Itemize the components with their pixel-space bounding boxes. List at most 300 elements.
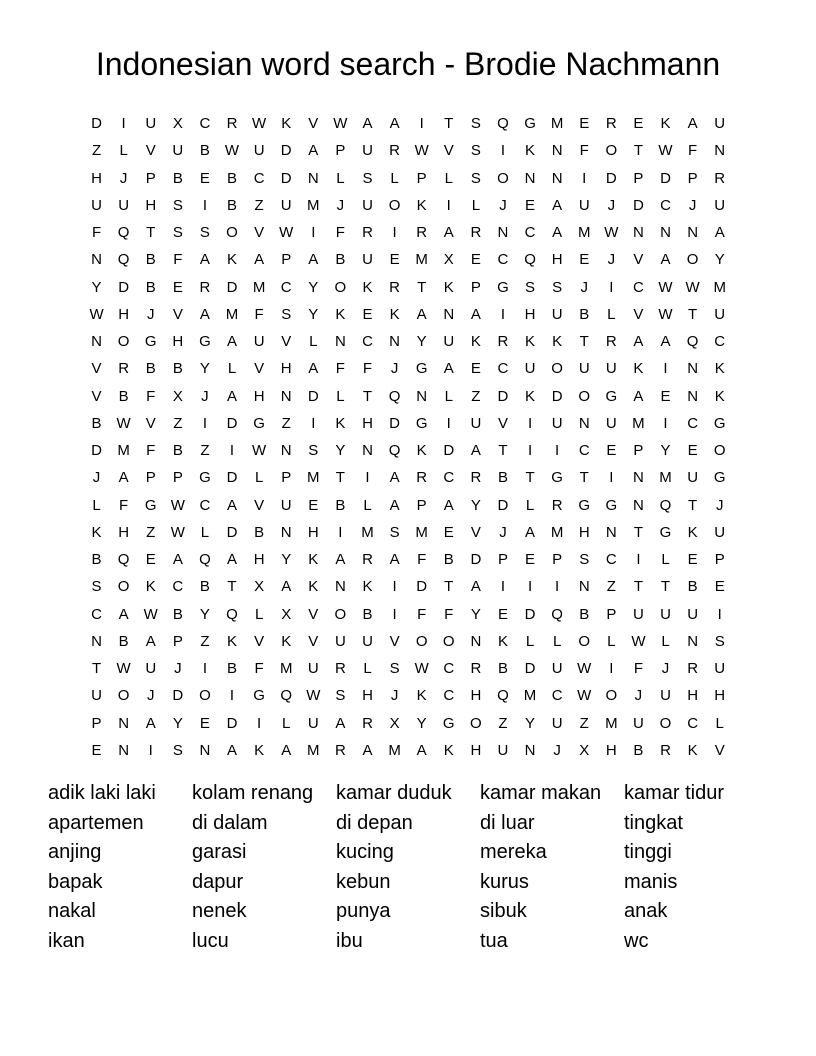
grid-letter[interactable]: B <box>227 169 238 187</box>
grid-letter[interactable]: K <box>281 115 292 133</box>
grid-letter[interactable]: K <box>687 741 698 759</box>
grid-letter[interactable]: K <box>552 333 563 351</box>
grid-letter[interactable]: J <box>390 687 399 705</box>
grid-letter[interactable]: S <box>281 305 292 323</box>
grid-letter[interactable]: A <box>281 741 292 759</box>
grid-letter[interactable]: N <box>91 251 102 269</box>
grid-letter[interactable]: N <box>633 469 644 487</box>
grid-letter[interactable]: Y <box>308 278 319 296</box>
grid-letter[interactable]: F <box>362 360 373 378</box>
grid-letter[interactable]: U <box>91 196 102 214</box>
grid-letter[interactable]: S <box>335 687 346 705</box>
grid-letter[interactable]: M <box>279 660 293 678</box>
grid-letter[interactable]: C <box>91 605 102 623</box>
grid-letter[interactable]: M <box>605 714 618 732</box>
grid-letter[interactable]: N <box>687 360 699 378</box>
grid-letter[interactable]: V <box>254 496 265 514</box>
grid-letter[interactable]: A <box>227 551 238 569</box>
grid-letter[interactable]: X <box>172 387 183 405</box>
grid-letter[interactable]: E <box>606 442 617 460</box>
grid-letter[interactable]: S <box>308 442 319 460</box>
grid-letter[interactable]: I <box>500 142 506 160</box>
grid-letter[interactable]: H <box>145 196 157 214</box>
grid-letter[interactable]: Y <box>416 333 427 351</box>
grid-letter[interactable]: A <box>443 224 454 242</box>
grid-letter[interactable]: D <box>389 414 400 432</box>
grid-letter[interactable]: C <box>687 714 699 732</box>
grid-letter[interactable]: G <box>144 333 157 351</box>
grid-letter[interactable]: T <box>688 496 698 514</box>
grid-letter[interactable]: N <box>687 632 699 650</box>
grid-letter[interactable]: N <box>497 224 509 242</box>
grid-letter[interactable]: C <box>172 578 184 596</box>
grid-letter[interactable]: F <box>254 305 264 323</box>
grid-letter[interactable]: I <box>392 578 397 596</box>
grid-letter[interactable]: C <box>280 278 292 296</box>
grid-letter[interactable]: K <box>227 251 238 269</box>
grid-letter[interactable]: M <box>713 278 726 296</box>
grid-letter[interactable]: N <box>551 169 563 187</box>
grid-letter[interactable]: T <box>633 523 643 541</box>
grid-letter[interactable]: C <box>362 333 373 351</box>
grid-letter[interactable]: I <box>202 414 207 432</box>
grid-letter[interactable]: O <box>713 442 726 460</box>
grid-letter[interactable]: A <box>443 360 454 378</box>
grid-letter[interactable]: S <box>172 224 183 242</box>
grid-letter[interactable]: R <box>226 115 238 133</box>
grid-letter[interactable]: U <box>551 305 563 323</box>
grid-letter[interactable]: P <box>172 469 183 487</box>
grid-letter[interactable]: A <box>525 523 536 541</box>
grid-letter[interactable]: E <box>525 551 536 569</box>
grid-letter[interactable]: O <box>226 224 238 242</box>
grid-letter[interactable]: U <box>578 360 590 378</box>
grid-letter[interactable]: P <box>552 551 563 569</box>
grid-letter[interactable]: A <box>227 741 238 759</box>
grid-letter[interactable]: U <box>118 196 130 214</box>
grid-letter[interactable]: B <box>335 496 346 514</box>
grid-letter[interactable]: I <box>527 442 533 460</box>
grid-letter[interactable]: V <box>145 414 156 432</box>
grid-letter[interactable]: C <box>443 469 455 487</box>
grid-letter[interactable]: A <box>470 305 481 323</box>
grid-letter[interactable]: G <box>524 115 536 133</box>
grid-letter[interactable]: C <box>524 224 536 242</box>
grid-letter[interactable]: L <box>525 496 535 514</box>
grid-letter[interactable]: X <box>579 741 590 759</box>
grid-letter[interactable]: T <box>335 469 345 487</box>
grid-letter[interactable]: B <box>497 660 508 678</box>
grid-letter[interactable]: A <box>227 387 238 405</box>
grid-letter[interactable]: P <box>633 169 644 187</box>
grid-letter[interactable]: A <box>362 741 373 759</box>
grid-letter[interactable]: O <box>415 632 428 650</box>
grid-letter[interactable]: I <box>555 578 560 596</box>
grid-letter[interactable]: Z <box>579 714 589 732</box>
grid-letter[interactable]: S <box>470 115 481 133</box>
grid-letter[interactable]: E <box>362 305 373 323</box>
grid-letter[interactable]: R <box>416 224 428 242</box>
grid-letter[interactable]: P <box>416 169 427 187</box>
grid-letter[interactable]: Q <box>551 605 563 623</box>
grid-letter[interactable]: D <box>524 660 536 678</box>
grid-letter[interactable]: L <box>200 523 210 541</box>
grid-letter[interactable]: H <box>362 414 373 432</box>
grid-letter[interactable]: L <box>661 632 670 650</box>
grid-letter[interactable]: U <box>605 360 617 378</box>
grid-letter[interactable]: G <box>442 714 455 732</box>
grid-letter[interactable]: G <box>415 360 428 378</box>
grid-letter[interactable]: D <box>416 578 428 596</box>
grid-letter[interactable]: J <box>634 687 643 705</box>
grid-letter[interactable]: S <box>525 278 536 296</box>
grid-letter[interactable]: Z <box>606 578 616 596</box>
grid-letter[interactable]: D <box>226 469 238 487</box>
grid-letter[interactable]: T <box>444 115 454 133</box>
grid-letter[interactable]: F <box>688 142 698 160</box>
grid-letter[interactable]: U <box>687 605 699 623</box>
grid-letter[interactable]: Z <box>254 196 264 214</box>
grid-letter[interactable]: W <box>333 115 348 133</box>
grid-letter[interactable]: V <box>254 632 265 650</box>
grid-letter[interactable]: L <box>390 169 399 187</box>
grid-letter[interactable]: Z <box>281 414 291 432</box>
grid-letter[interactable]: M <box>550 523 564 541</box>
grid-letter[interactable]: M <box>415 251 428 269</box>
grid-letter[interactable]: S <box>199 224 210 242</box>
grid-letter[interactable]: J <box>336 196 345 214</box>
grid-letter[interactable]: W <box>577 660 592 678</box>
grid-letter[interactable]: C <box>687 414 699 432</box>
grid-letter[interactable]: I <box>717 605 722 623</box>
grid-letter[interactable]: G <box>415 414 428 432</box>
grid-letter[interactable]: K <box>362 578 373 596</box>
grid-letter[interactable]: B <box>118 387 129 405</box>
grid-letter[interactable]: U <box>307 714 319 732</box>
grid-letter[interactable]: V <box>172 305 183 323</box>
grid-letter[interactable]: D <box>660 169 671 187</box>
grid-letter[interactable]: O <box>334 278 347 296</box>
grid-letter[interactable]: Y <box>470 605 481 623</box>
grid-letter[interactable]: I <box>446 414 451 432</box>
grid-letter[interactable]: C <box>253 169 265 187</box>
grid-letter[interactable]: W <box>252 442 267 460</box>
grid-letter[interactable]: H <box>578 523 590 541</box>
grid-letter[interactable]: G <box>659 523 672 541</box>
grid-letter[interactable]: N <box>470 632 482 650</box>
grid-letter[interactable]: N <box>334 333 346 351</box>
grid-letter[interactable]: U <box>172 142 184 160</box>
grid-letter[interactable]: L <box>254 605 264 623</box>
grid-letter[interactable]: N <box>687 224 699 242</box>
grid-letter[interactable]: S <box>389 660 400 678</box>
grid-letter[interactable]: M <box>361 523 374 541</box>
grid-letter[interactable]: N <box>578 578 590 596</box>
grid-letter[interactable]: C <box>199 496 211 514</box>
grid-letter[interactable]: A <box>281 578 292 596</box>
grid-letter[interactable]: C <box>551 687 563 705</box>
grid-letter[interactable]: J <box>661 660 670 678</box>
grid-letter[interactable]: L <box>119 142 128 160</box>
grid-letter[interactable]: M <box>252 278 266 296</box>
grid-letter[interactable]: W <box>306 687 321 705</box>
grid-letter[interactable]: O <box>117 578 130 596</box>
grid-letter[interactable]: A <box>660 333 671 351</box>
grid-letter[interactable]: A <box>470 442 481 460</box>
grid-letter[interactable]: E <box>443 523 454 541</box>
grid-letter[interactable]: I <box>636 551 641 569</box>
grid-letter[interactable]: L <box>309 333 318 351</box>
grid-letter[interactable]: B <box>227 660 238 678</box>
grid-letter[interactable]: A <box>633 387 644 405</box>
grid-letter[interactable]: R <box>362 714 373 732</box>
grid-letter[interactable]: R <box>687 660 699 678</box>
grid-letter[interactable]: A <box>552 196 563 214</box>
grid-letter[interactable]: K <box>714 387 725 405</box>
grid-letter[interactable]: U <box>660 687 671 705</box>
grid-letter[interactable]: A <box>145 632 156 650</box>
grid-letter[interactable]: C <box>443 687 455 705</box>
grid-letter[interactable]: U <box>362 632 373 650</box>
grid-letter[interactable]: C <box>605 551 617 569</box>
grid-letter[interactable]: U <box>362 142 373 160</box>
grid-letter[interactable]: N <box>416 387 428 405</box>
grid-letter[interactable]: P <box>714 551 725 569</box>
grid-letter[interactable]: O <box>497 169 509 187</box>
grid-letter[interactable]: L <box>336 387 345 405</box>
grid-letter[interactable]: T <box>444 578 454 596</box>
grid-letter[interactable]: K <box>335 414 346 432</box>
grid-letter[interactable]: V <box>145 142 156 160</box>
grid-letter[interactable]: M <box>577 224 591 242</box>
grid-letter[interactable]: F <box>119 496 129 514</box>
grid-letter[interactable]: K <box>633 360 644 378</box>
grid-letter[interactable]: R <box>389 142 400 160</box>
grid-letter[interactable]: N <box>687 387 699 405</box>
grid-letter[interactable]: W <box>252 115 267 133</box>
grid-letter[interactable]: F <box>335 360 345 378</box>
grid-letter[interactable]: N <box>362 442 373 460</box>
grid-letter[interactable]: I <box>527 414 533 432</box>
grid-letter[interactable]: A <box>389 115 400 133</box>
grid-letter[interactable]: Q <box>199 551 211 569</box>
grid-letter[interactable]: U <box>362 196 373 214</box>
grid-letter[interactable]: D <box>226 278 238 296</box>
grid-letter[interactable]: A <box>254 251 265 269</box>
grid-letter[interactable]: T <box>660 578 671 596</box>
grid-letter[interactable]: I <box>419 115 424 133</box>
grid-letter[interactable]: K <box>416 442 427 460</box>
grid-letter[interactable]: I <box>609 278 614 296</box>
grid-letter[interactable]: J <box>688 196 697 214</box>
grid-letter[interactable]: H <box>118 523 130 541</box>
grid-letter[interactable]: I <box>202 196 207 214</box>
grid-letter[interactable]: L <box>282 714 291 732</box>
grid-letter[interactable]: Y <box>91 278 102 296</box>
grid-letter[interactable]: N <box>389 333 400 351</box>
grid-letter[interactable]: X <box>389 714 400 732</box>
grid-letter[interactable]: G <box>713 469 726 487</box>
grid-letter[interactable]: K <box>308 578 319 596</box>
grid-letter[interactable]: B <box>443 551 454 569</box>
grid-letter[interactable]: D <box>280 169 292 187</box>
grid-letter[interactable]: P <box>470 278 481 296</box>
grid-letter[interactable]: J <box>580 278 588 296</box>
grid-letter[interactable]: A <box>552 224 563 242</box>
grid-letter[interactable]: M <box>307 469 320 487</box>
grid-letter[interactable]: O <box>117 687 130 705</box>
grid-letter[interactable]: R <box>334 660 346 678</box>
grid-letter[interactable]: B <box>145 278 156 296</box>
grid-letter[interactable]: L <box>363 496 372 514</box>
grid-letter[interactable]: R <box>470 224 482 242</box>
grid-letter[interactable]: E <box>470 360 481 378</box>
grid-letter[interactable]: P <box>633 442 644 460</box>
grid-letter[interactable]: M <box>117 442 130 460</box>
grid-letter[interactable]: A <box>443 496 454 514</box>
grid-letter[interactable]: P <box>606 605 617 623</box>
grid-letter[interactable]: I <box>202 660 207 678</box>
grid-letter[interactable]: T <box>227 578 237 596</box>
grid-letter[interactable]: S <box>552 278 563 296</box>
grid-letter[interactable]: I <box>311 224 316 242</box>
grid-letter[interactable]: Q <box>117 224 130 242</box>
grid-letter[interactable]: S <box>91 578 102 596</box>
grid-letter[interactable]: K <box>281 632 292 650</box>
grid-letter[interactable]: W <box>658 142 673 160</box>
grid-letter[interactable]: U <box>253 142 265 160</box>
grid-letter[interactable]: R <box>416 469 428 487</box>
grid-letter[interactable]: I <box>663 414 668 432</box>
grid-letter[interactable]: B <box>199 578 210 596</box>
grid-letter[interactable]: R <box>470 469 482 487</box>
grid-letter[interactable]: W <box>414 660 429 678</box>
grid-letter[interactable]: J <box>146 305 155 323</box>
grid-letter[interactable]: N <box>443 305 455 323</box>
grid-letter[interactable]: U <box>253 333 265 351</box>
grid-letter[interactable]: R <box>362 551 373 569</box>
grid-letter[interactable]: N <box>280 523 292 541</box>
grid-letter[interactable]: K <box>254 741 265 759</box>
grid-letter[interactable]: N <box>633 496 644 514</box>
grid-letter[interactable]: P <box>172 632 183 650</box>
grid-letter[interactable]: I <box>392 605 397 623</box>
grid-letter[interactable]: I <box>392 224 397 242</box>
grid-letter[interactable]: R <box>362 224 373 242</box>
grid-letter[interactable]: J <box>499 196 507 214</box>
grid-letter[interactable]: B <box>362 605 373 623</box>
grid-letter[interactable]: W <box>604 224 619 242</box>
grid-letter[interactable]: X <box>443 251 454 269</box>
grid-letter[interactable]: Q <box>117 251 130 269</box>
grid-letter[interactable]: E <box>199 169 210 187</box>
grid-letter[interactable]: S <box>172 741 183 759</box>
grid-letter[interactable]: I <box>311 414 316 432</box>
grid-letter[interactable]: O <box>659 714 672 732</box>
grid-letter[interactable]: M <box>523 687 537 705</box>
grid-letter[interactable]: S <box>172 196 183 214</box>
grid-letter[interactable]: K <box>362 278 373 296</box>
grid-letter[interactable]: W <box>224 142 240 160</box>
grid-letter[interactable]: L <box>336 169 345 187</box>
grid-letter[interactable]: R <box>497 333 509 351</box>
grid-letter[interactable]: W <box>685 278 700 296</box>
grid-letter[interactable]: E <box>389 251 400 269</box>
grid-letter[interactable]: B <box>497 469 508 487</box>
grid-letter[interactable]: N <box>660 224 671 242</box>
grid-letter[interactable]: I <box>229 687 235 705</box>
grid-letter[interactable]: Q <box>497 687 509 705</box>
grid-letter[interactable]: V <box>91 387 102 405</box>
grid-letter[interactable]: U <box>307 660 319 678</box>
grid-letter[interactable]: G <box>605 387 618 405</box>
grid-letter[interactable]: I <box>500 305 506 323</box>
grid-letter[interactable]: I <box>365 469 370 487</box>
grid-letter[interactable]: H <box>687 687 699 705</box>
grid-letter[interactable]: D <box>605 169 617 187</box>
grid-letter[interactable]: T <box>417 278 427 296</box>
grid-letter[interactable]: B <box>145 251 156 269</box>
grid-letter[interactable]: Y <box>714 251 725 269</box>
grid-letter[interactable]: V <box>308 605 319 623</box>
grid-letter[interactable]: P <box>145 169 156 187</box>
grid-letter[interactable]: T <box>579 469 589 487</box>
grid-letter[interactable]: Q <box>117 551 130 569</box>
grid-letter[interactable]: X <box>281 605 292 623</box>
grid-letter[interactable]: S <box>470 142 481 160</box>
grid-letter[interactable]: Z <box>200 632 210 650</box>
grid-letter[interactable]: E <box>633 115 644 133</box>
grid-letter[interactable]: W <box>116 414 131 432</box>
grid-letter[interactable]: H <box>714 687 726 705</box>
grid-letter[interactable]: I <box>555 442 560 460</box>
grid-letter[interactable]: Y <box>308 305 319 323</box>
grid-letter[interactable]: I <box>609 469 614 487</box>
grid-letter[interactable]: F <box>444 605 454 623</box>
grid-letter[interactable]: W <box>170 496 185 514</box>
grid-letter[interactable]: A <box>416 305 427 323</box>
grid-letter[interactable]: U <box>633 714 644 732</box>
grid-letter[interactable]: U <box>362 251 373 269</box>
grid-letter[interactable]: L <box>552 632 562 650</box>
grid-letter[interactable]: T <box>91 660 102 678</box>
grid-letter[interactable]: B <box>172 169 183 187</box>
grid-letter[interactable]: W <box>631 632 646 650</box>
grid-letter[interactable]: J <box>607 196 616 214</box>
grid-letter[interactable]: F <box>417 551 427 569</box>
grid-letter[interactable]: Y <box>335 442 346 460</box>
grid-letter[interactable]: G <box>551 469 563 487</box>
grid-letter[interactable]: Y <box>525 714 536 732</box>
grid-letter[interactable]: V <box>254 360 265 378</box>
grid-letter[interactable]: F <box>633 660 643 678</box>
grid-letter[interactable]: N <box>524 741 536 759</box>
grid-letter[interactable]: K <box>308 551 319 569</box>
grid-letter[interactable]: E <box>470 251 481 269</box>
grid-letter[interactable]: W <box>170 523 185 541</box>
grid-letter[interactable]: D <box>497 496 509 514</box>
grid-letter[interactable]: E <box>199 714 210 732</box>
grid-letter[interactable]: G <box>497 278 509 296</box>
grid-letter[interactable]: A <box>227 496 238 514</box>
grid-letter[interactable]: N <box>633 224 644 242</box>
grid-letter[interactable]: R <box>551 496 563 514</box>
grid-letter[interactable]: K <box>497 632 508 650</box>
grid-letter[interactable]: U <box>497 741 509 759</box>
grid-letter[interactable]: A <box>714 224 725 242</box>
grid-letter[interactable]: T <box>633 578 643 596</box>
grid-letter[interactable]: H <box>253 387 265 405</box>
